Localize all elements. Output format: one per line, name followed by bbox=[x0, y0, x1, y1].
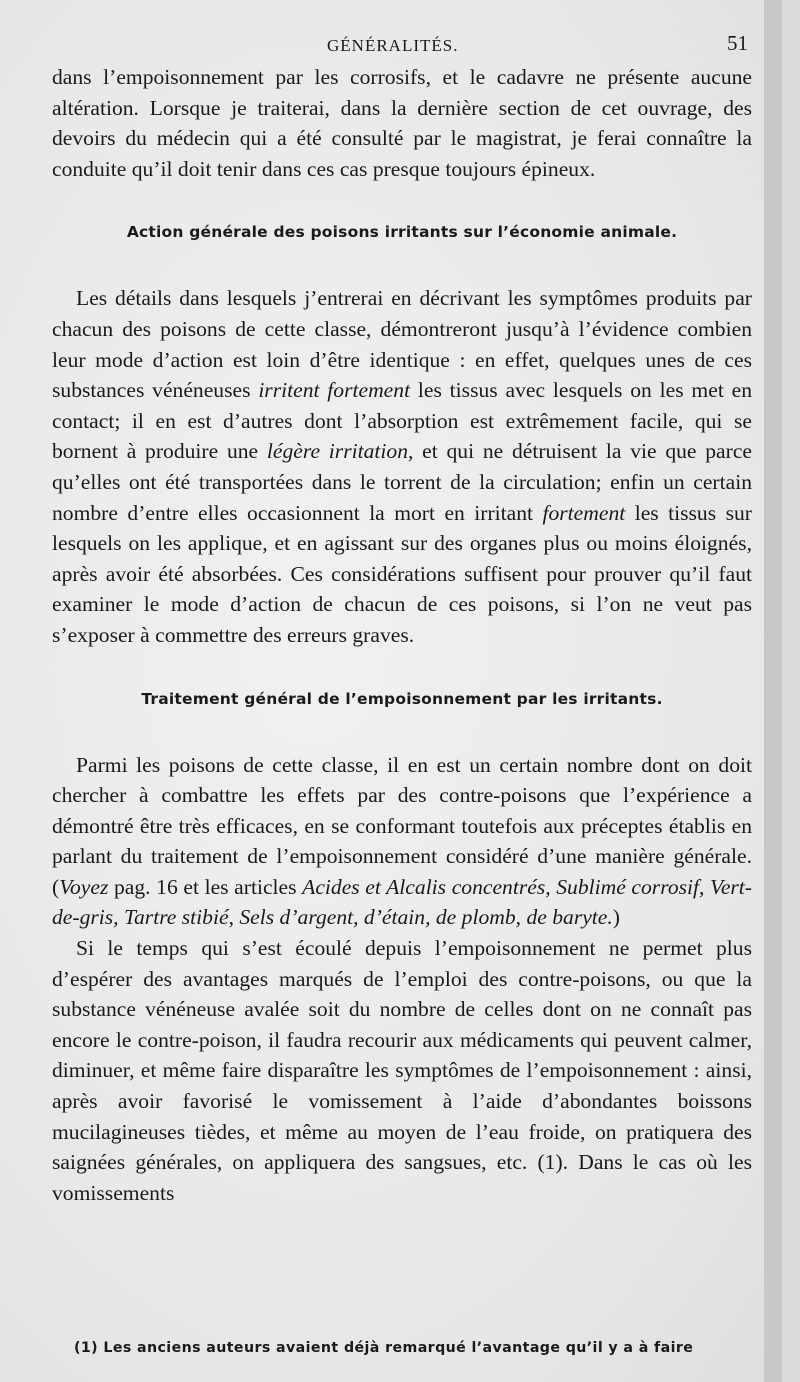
paragraph-symptomes: Si le temps qui s’est écoulé depuis l’empoisonnement ne permet plus d’espérer des avantages marqués de l’emploi des contre-poisons, ou que la substance vénéneuse avalée soit du nombre de celles dont on ne connaît pas encore le contre-poison, il faudra recourir aux médicaments qui peuvent calmer, diminuer, et même faire disparaître les symptômes de l’empoisonnement : ainsi, après avoir favorisé le vomissement à l’aide d’abondantes boissons mucilagineuses tièdes, et même au moyen de l’eau froide, on pratiquera des saignées générales, on appliquera des sangsues, etc. (1). Dans le cas où les vomissements bbox=[52, 936, 752, 1205]
section-title-traitement: Traitement général de l’empoisonnement par les irritants. bbox=[141, 689, 663, 708]
italic-run: irritent fortement bbox=[258, 378, 411, 403]
page-edge-shadow bbox=[764, 0, 782, 1382]
text-run: pag. 16 et les articles bbox=[108, 874, 303, 899]
italic-run: Acides et Alcalis concentrés, Sublimé corrosif, Vert-de-gris, Tartre stibié bbox=[52, 874, 752, 930]
paragraph-continuation: dans l’empoisonnement par les corrosifs, et le cadavre ne présente aucune altération. Lorsque je traiterai, dans la dernière section de cet ouvrage, des devoirs du médecin qui a été consulté par le magistrat, je ferai connaître la conduite qu’il doit tenir dans ces cas presque toujours épineux. bbox=[52, 65, 752, 181]
text-run: Les détails dans lesquels j’entrerai en décrivant les symptômes produits par chacun des poisons de cette classe, démontreront jusqu’à l’évidence combien leur mode d’action est loin d’être identique : en effet, quelques unes de ces substances vénéneuses bbox=[52, 286, 752, 403]
page-header bbox=[52, 0, 752, 62]
paragraph-action bbox=[52, 283, 752, 650]
italic-run: fortement bbox=[542, 500, 626, 525]
footnote: (1) Les anciens auteurs avaient déjà remarqué l’avantage qu’il y a à faire bbox=[74, 1340, 694, 1356]
text-run: , bbox=[228, 905, 240, 930]
text-run: les tissus avec lesquels on les met en contact; il en est d’autres dont l’absorption est extrêmement facile, qui se bornent à produire une bbox=[52, 378, 753, 464]
page-number: 51 bbox=[727, 31, 748, 55]
text-run: ) bbox=[612, 905, 620, 930]
text-run: les tissus sur lesquels on les applique, et en agissant sur des organes plus ou moins éloignés, après avoir été absorbées. Ces considérations suffisent pour prouver qu’il faut examiner le mode d’action de chacun de ces poisons, si l’on ne veut pas s’exposer à commettre des erreurs graves. bbox=[52, 500, 752, 647]
text-run: et qui ne détruisent la vie que parce qu’elles ont été transportées dans le torrent de la circulation; enfin un certain nombre d’entre elles occasionnent la mort en irritant bbox=[52, 439, 752, 525]
italic-run: Sels d’argent, d’étain, de plomb, de baryte. bbox=[239, 905, 613, 930]
section-title-action: Action générale des poisons irritants sur l’économie animale. bbox=[126, 223, 678, 242]
text-run: Parmi les poisons de cette classe, il en est un certain nombre dont on doit chercher à combattre les effets par des contre-poisons que l’expérience a démontré être très efficaces, en se conformant toutefois aux préceptes établis en parlant du traitement de l’empoisonnement considéré d’une manière générale. ( bbox=[52, 752, 752, 899]
italic-run: légère irritation, bbox=[266, 439, 414, 464]
italic-run: Voyez bbox=[59, 874, 109, 899]
running-head: GÉNÉRALITÉS. bbox=[327, 36, 459, 55]
paragraph-traitement bbox=[52, 750, 752, 934]
